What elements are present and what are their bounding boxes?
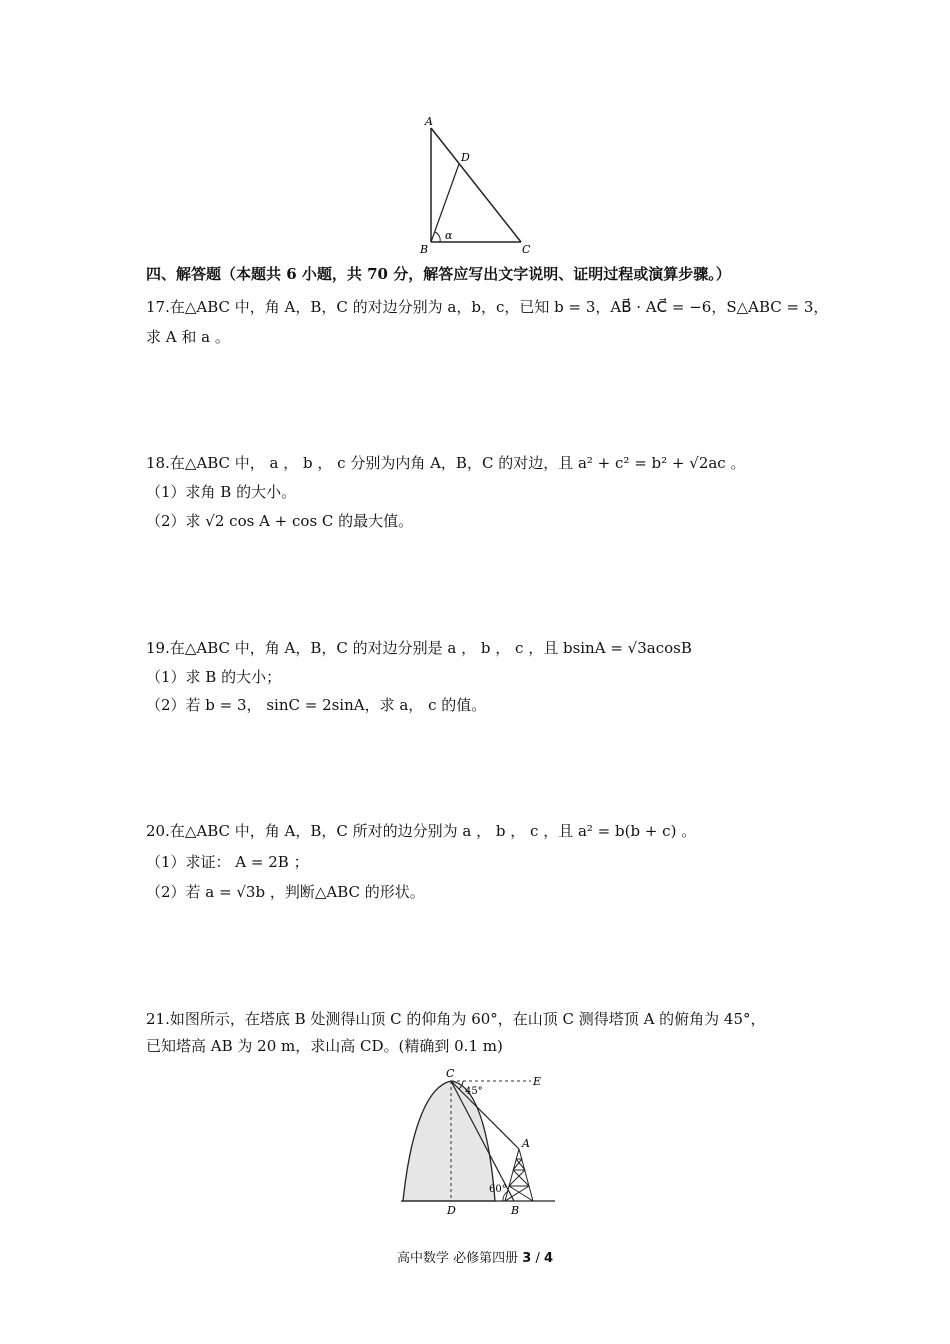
label-60: 60° bbox=[489, 1184, 507, 1195]
question-18-line-2: （1）求角 B 的大小。 bbox=[146, 483, 297, 501]
segment-ac bbox=[431, 128, 521, 242]
question-20-line-1: 20.在△ABC 中，角 A，B，C 所对的边分别为 a ， b ， c ，且 a² = b(b + c) 。 bbox=[146, 822, 697, 840]
footer-page-number: 3 bbox=[522, 1251, 532, 1266]
label-c: C bbox=[522, 243, 531, 256]
question-20-line-3: （2）若 a = √3b ，判断△ABC 的形状。 bbox=[146, 883, 425, 901]
question-18-line-1: 18.在△ABC 中， a ， b ， c 分别为内角 A，B，C 的对边，且 a² + c² = b² + √2ac 。 bbox=[146, 454, 746, 472]
label-a: A bbox=[425, 115, 433, 128]
label-d: D bbox=[461, 151, 470, 164]
label-c: C bbox=[446, 1067, 455, 1080]
triangle-figure bbox=[400, 112, 550, 258]
page-footer bbox=[0, 1247, 950, 1266]
label-d: D bbox=[447, 1204, 456, 1217]
question-19-line-3: （2）若 b = 3， sinC = 2sinA，求 a， c 的值。 bbox=[146, 696, 487, 714]
label-alpha: α bbox=[445, 229, 453, 242]
question-19-line-1: 19.在△ABC 中，角 A，B，C 的对边分别是 a ， b ， c ，且 bsinA = √3acosB bbox=[146, 639, 692, 657]
question-19-line-2: （1）求 B 的大小； bbox=[146, 668, 282, 686]
angle-alpha-arc bbox=[435, 232, 440, 242]
label-45: 45° bbox=[465, 1086, 483, 1097]
mountain-shape bbox=[403, 1081, 495, 1201]
question-21-line-2: 已知塔高 AB 为 20 m，求山高 CD。(精确到 0.1 m) bbox=[146, 1037, 503, 1055]
footer-page-total: 4 bbox=[543, 1251, 554, 1266]
question-18-line-3: （2）求 √2 cos A + cos C 的最大值。 bbox=[146, 512, 414, 530]
section-heading: 四、解答题（本题共 6 小题，共 70 分，解答应写出文字说明、证明过程或演算步骤。） bbox=[146, 265, 731, 283]
label-a: A bbox=[522, 1137, 530, 1150]
tower bbox=[505, 1149, 533, 1201]
label-b: B bbox=[420, 243, 429, 256]
question-21-line-1: 21.如图所示，在塔底 B 处测得山顶 C 的仰角为 60°，在山顶 C 测得塔顶 A 的俯角为 45°， bbox=[146, 1010, 766, 1028]
footer-course: 高中数学 必修第四册 bbox=[396, 1251, 519, 1266]
footer-separator: / bbox=[535, 1251, 540, 1266]
question-20-line-2: （1）求证： A = 2B ； bbox=[146, 853, 309, 871]
mountain-tower-figure bbox=[393, 1066, 563, 1218]
label-e: E bbox=[533, 1075, 542, 1088]
question-17-line-1: 17.在△ABC 中，角 A，B，C 的对边分别为 a，b，c，已知 b = 3，AB⃗ · AC⃗ = −6，S△ABC = 3， bbox=[146, 298, 829, 316]
question-17-line-2: 求 A 和 a 。 bbox=[146, 328, 230, 346]
label-b: B bbox=[511, 1204, 520, 1217]
